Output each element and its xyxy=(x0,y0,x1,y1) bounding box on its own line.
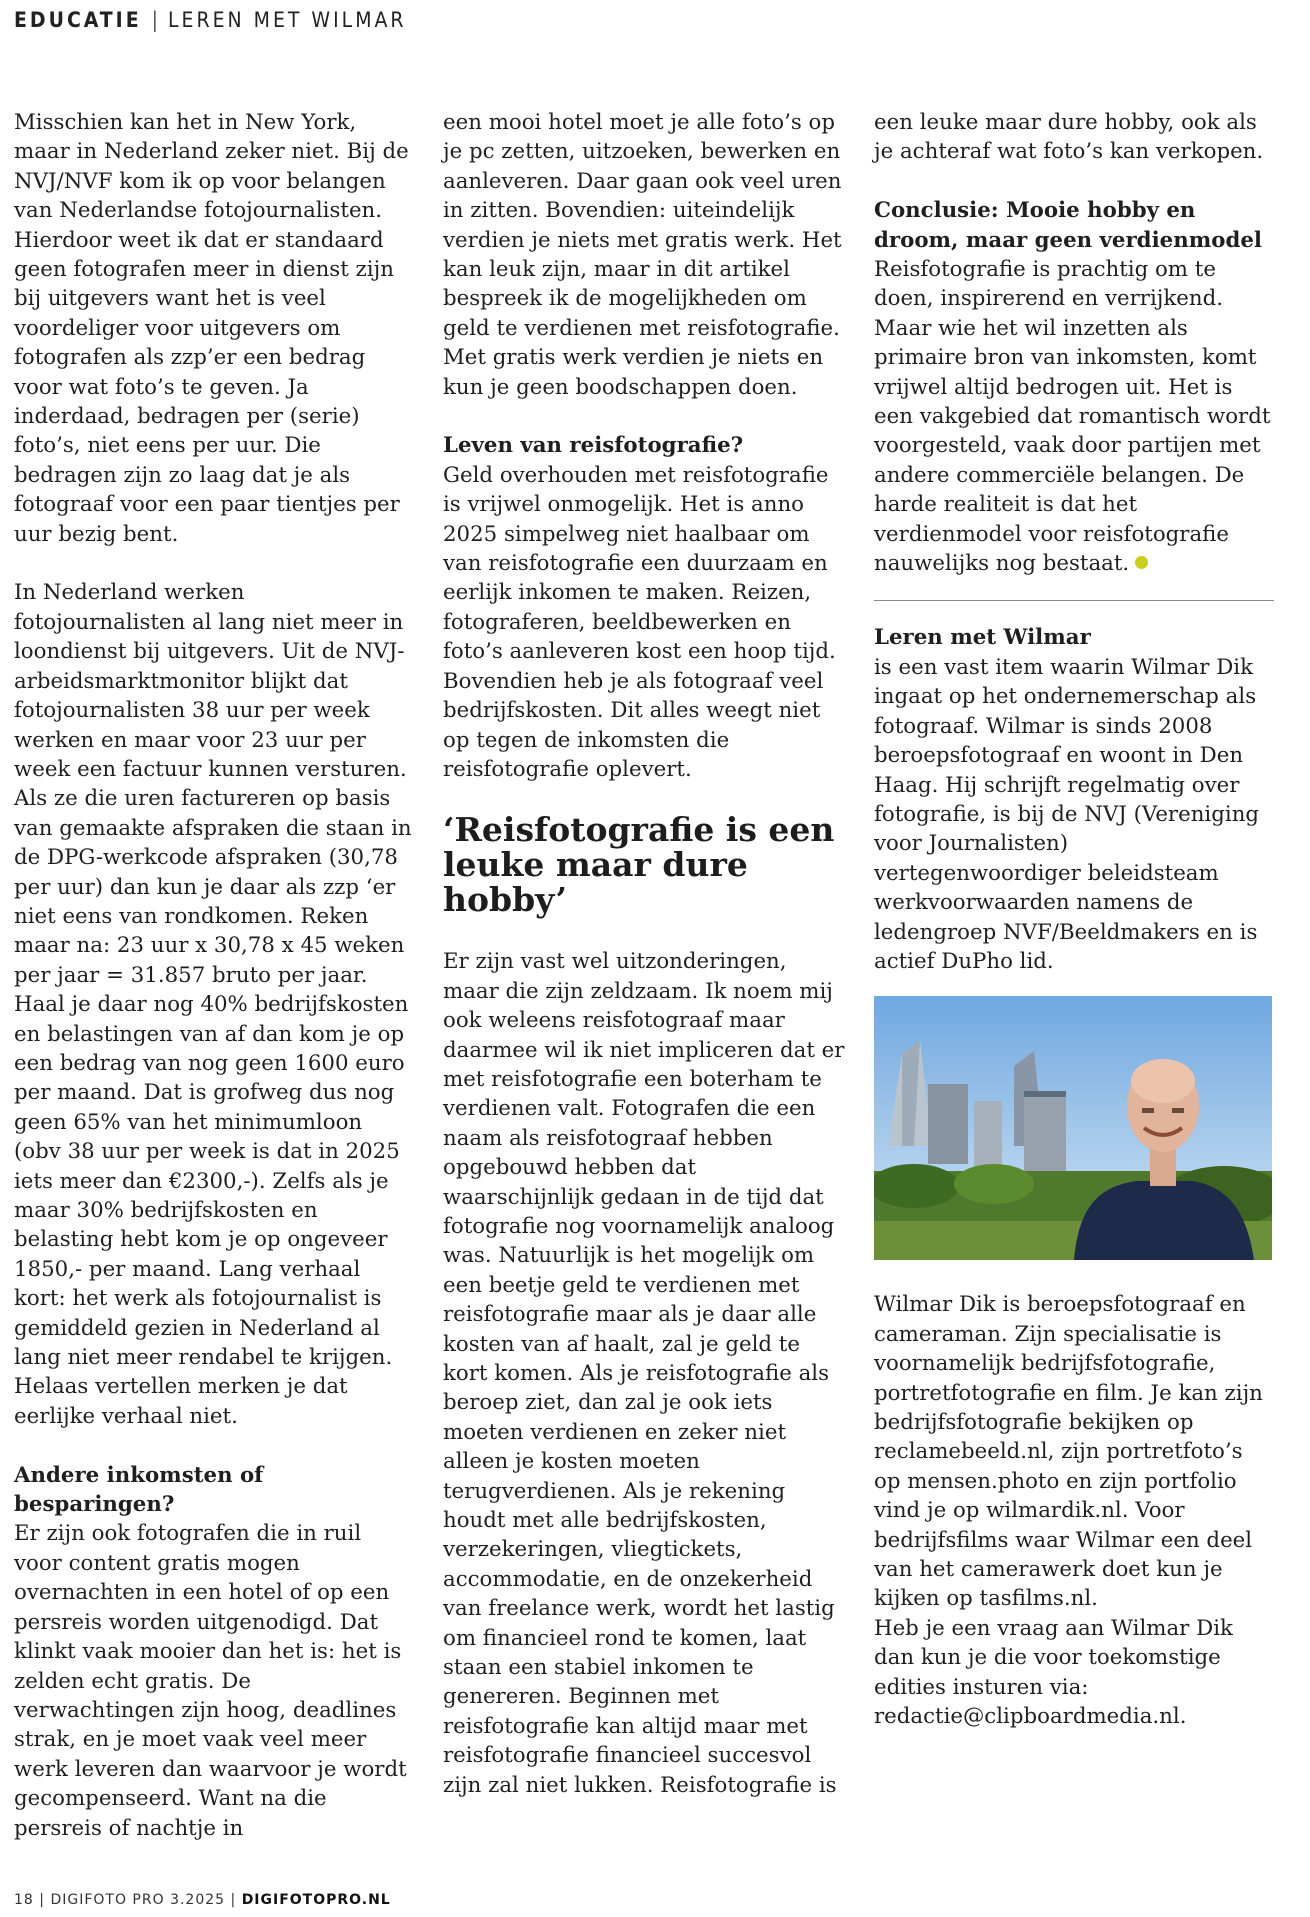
column-2 xyxy=(443,108,848,1800)
subheading: Andere inkomsten of besparingen? xyxy=(14,1462,264,1518)
box-heading: Leren met Wilmar xyxy=(874,625,1091,651)
pull-quote: ‘Reisfotografie is een leuke maar dure hobby’ xyxy=(443,810,835,920)
page-number: 18 xyxy=(14,1892,34,1908)
paragraph: Misschien kan het in New York, maar in Nederland zeker niet. Bij de NVJ/NVF kom ik op voor belangen van Nederlandse fotojournalisten. Hierdoor weet ik dat er standaard geen fotografen meer in dienst zijn bij uitgevers want het is veel voordeliger voor uitgevers om fotografen als zzp’er een bedrag voor wat foto’s te geven. Ja inderdaad, bedragen per (serie) foto’s, niet eens per uur. Die bedragen zijn zo laag dat je als fotograaf voor een paar tientjes per uur bezig bent. xyxy=(14,110,409,547)
author-photo xyxy=(874,996,1272,1260)
end-mark-icon xyxy=(1135,556,1148,569)
portrait-image xyxy=(874,996,1272,1260)
footer-separator: | xyxy=(39,1892,45,1908)
footer-separator: | xyxy=(230,1892,237,1908)
box-paragraph: is een vast item waarin Wilmar Dik ingaat op het ondernemerschap als fotograaf. Wilmar is sinds 2008 beroepsfotograaf en woont in Den Haag. Hij schrijft regelmatig over fotografie, is bij de NVJ (Vereniging voor Journalisten) vertegenwoordiger beleidsteam werkvoorwaarden namens de ledengroep NVF/Beeldmakers en is actief DuPho lid. xyxy=(874,654,1260,974)
paragraph: Geld overhouden met reisfotografie is vrijwel onmogelijk. Het is anno 2025 simpelweg niet haalbaar om van reisfotografie een duurzaam en eerlijk inkomen te maken. Reizen, fotograferen, beeldbewerken en foto’s aanleveren kost een hoop tijd. Bovendien heb je als fotograaf veel bedrijfskosten. Dit alles weegt niet op tegen de inkomsten die reisfotografie oplevert. xyxy=(443,462,836,782)
paragraph: Er zijn ook fotografen die in ruil voor content gratis mogen overnachten in een hotel of op een persreis worden uitgenodigd. Dat klinkt vaak mooier dan het is: het is zelden echt gratis. De verwachtingen zijn hoog, deadlines strak, en je moet vaak veel meer werk leveren dan waarvoor je wordt gecompenseerd. Want na die persreis of nachtje in xyxy=(14,1521,407,1841)
category-label: EDUCATIE xyxy=(14,8,142,32)
paragraph xyxy=(874,255,1274,578)
subheading: Leven van reisfotografie? xyxy=(443,433,744,459)
section-label: LEREN MET WILMAR xyxy=(168,8,407,32)
header-separator: | xyxy=(151,8,158,32)
issue-label: DIGIFOTO PRO 3.2025 xyxy=(50,1892,226,1908)
divider xyxy=(874,600,1274,601)
column-1 xyxy=(14,108,414,1843)
paragraph: een mooi hotel moet je alle foto’s op je pc zetten, uitzoeken, bewerken en aanleveren. Daar gaan ook veel uren in zitten. Bovendien: uiteindelijk verdien je niets met gratis werk. Het kan leuk zijn, maar in dit artikel bespreek ik de mogelijkheden om geld te verdienen met reisfotografie. Met gratis werk verdien je niets en kun je geen boodschappen doen. xyxy=(443,110,842,400)
conclusion-text: Reisfotografie is prachtig om te doen, inspirerend en verrijkend. Maar wie het wil inzetten als primaire bron van inkomsten, komt vrijwel altijd bedrogen uit. Het is een vakgebied dat romantisch wordt voorgesteld, vaak door partijen met andere commerciële belangen. De harde realiteit is dat het verdienmodel voor reisfotografie nauwelijks nog bestaat. xyxy=(874,257,1271,577)
column-3 xyxy=(874,108,1274,1731)
author-contact: Heb je een vraag aan Wilmar Dik dan kun je die voor toekomstige edities insturen via: redactie@clipboardmedia.nl. xyxy=(874,1615,1233,1730)
website-label: DIGIFOTOPRO.NL xyxy=(241,1892,391,1908)
paragraph: Er zijn vast wel uitzonderingen, maar die zijn zeldzaam. Ik noem mij ook weleens reisfotograaf maar daarmee wil ik niet impliceren dat er met reisfotografie een boterham te verdienen valt. Fotografen die een naam als reisfotograaf hebben opgebouwd hebben dat waarschijnlijk gedaan in de tijd dat fotografie nog voornamelijk analoog was. Natuurlijk is het mogelijk om een beetje geld te verdienen met reisfotografie maar als je daar alle kosten van af haalt, zal je geld te kort komen. Als je reisfotografie als beroep ziet, dan zal je ook iets moeten verdienen en zeker niet alleen je kosten moeten terugverdienen. Als je rekening houdt met alle bedrijfskosten, verzekeringen, vliegtickets, accommodatie, en de onzekerheid van freelance werk, wordt het lastig om financieel rond te komen, laat staan een stabiel inkomen te genereren. Beginnen met reisfotografie kan altijd maar met reisfotografie financieel succesvol zijn zal niet lukken. Reisfotografie is xyxy=(443,949,845,1798)
author-bio: Wilmar Dik is beroepsfotograaf en cameraman. Zijn specialisatie is voornamelijk bedrijfsfotografie, portretfotografie en film. Je kan zijn bedrijfsfotografie bekijken op reclamebeeld.nl, zijn portretfoto’s op mensen.photo en zijn portfolio vind je op wilmardik.nl. Voor bedrijfsfilms waar Wilmar een deel van het camerawerk doet kun je kijken op tasfilms.nl. xyxy=(874,1292,1263,1612)
section-header xyxy=(14,8,407,32)
page-footer xyxy=(14,1892,391,1908)
paragraph: In Nederland werken fotojournalisten al lang niet meer in loondienst bij uitgevers. Uit de NVJ-arbeidsmarktmonitor blijkt dat fotojournalisten 38 uur per week werken en maar voor 23 uur per week een factuur kunnen versturen. Als ze die uren factureren op basis van gemaakte afspraken die staan in de DPG-werkcode afspraken (30,78 per uur) dan kun je daar als zzp ‘er niet eens van rondkomen. Reken maar na: 23 uur x 30,78 x 45 weken per jaar = 31.857 bruto per jaar. Haal je daar nog 40% bedrijfskosten en belastingen van af dan kom je op een bedrag van nog geen 1600 euro per maand. Dat is grofweg dus nog geen 65% van het minimumloon (obv 38 uur per week is dat in 2025 iets meer dan €2300,-). Zelfs als je maar 30% bedrijfskosten en belasting hebt kom je op ongeveer 1850,- per maand. Lang verhaal kort: het werk als fotojournalist is gemiddeld gezien in Nederland al lang niet meer rendabel te krijgen. Helaas vertellen merken je dat eerlijke verhaal niet. xyxy=(14,580,412,1429)
subheading: Conclusie: Mooie hobby en droom, maar geen verdienmodel xyxy=(874,198,1262,253)
paragraph: een leuke maar dure hobby, ook als je achteraf wat foto’s kan verkopen. xyxy=(874,110,1264,165)
